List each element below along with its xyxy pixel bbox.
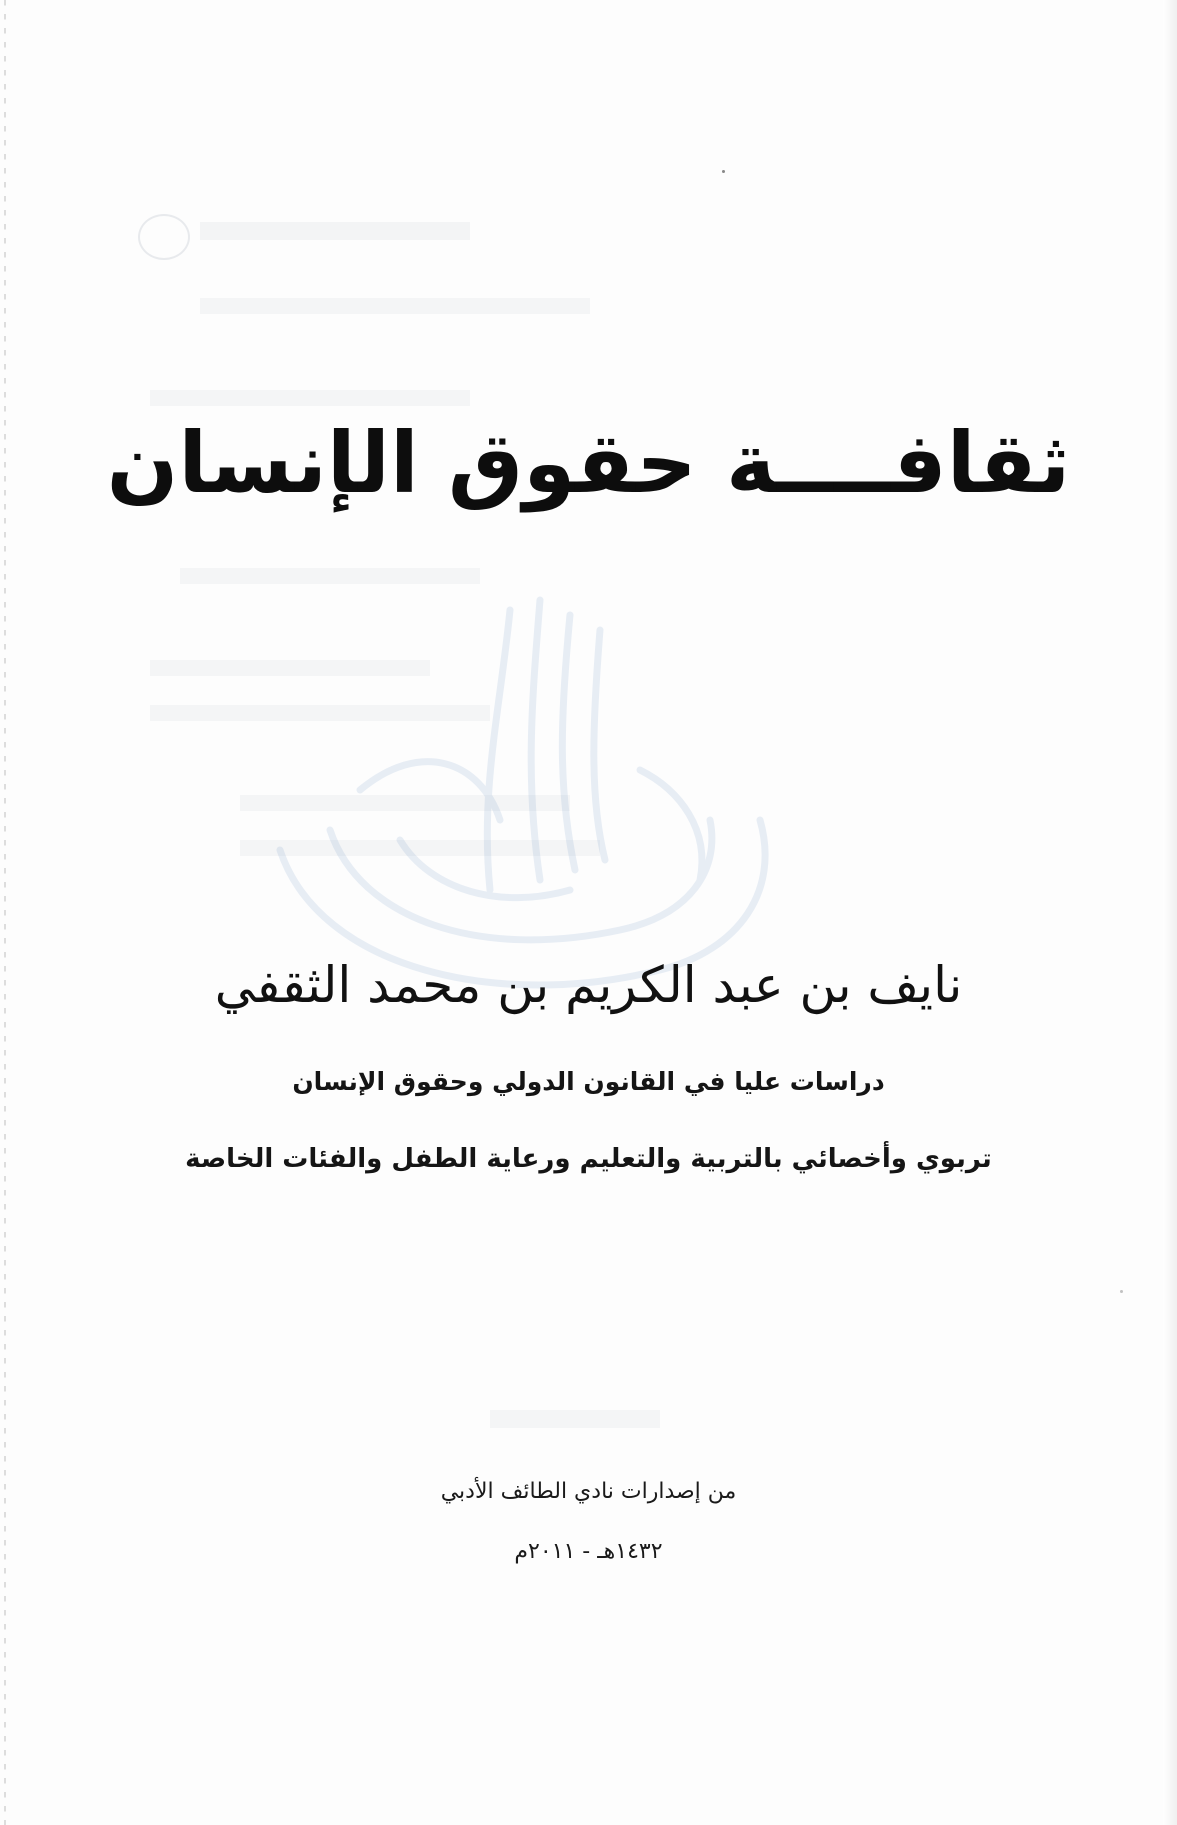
author-credential: دراسات عليا في القانون الدولي وحقوق الإنسان bbox=[292, 1067, 885, 1096]
author-credential: تربوي وأخصائي بالتربية والتعليم ورعاية الطفل والفئات الخاصة bbox=[185, 1144, 992, 1174]
publisher-line: من إصدارات نادي الطائف الأدبي bbox=[440, 1479, 737, 1504]
show-through-circle bbox=[138, 214, 190, 260]
paper-speck bbox=[722, 170, 725, 173]
show-through-line bbox=[490, 1410, 660, 1428]
show-through-line bbox=[200, 298, 590, 314]
book-title: ثقافــــة حقوق الإنسان bbox=[106, 414, 1071, 512]
show-through-line bbox=[150, 390, 470, 406]
publication-date: ١٤٣٢هـ - ٢٠١١م bbox=[514, 1539, 663, 1564]
author-name: نايف بن عبد الكريم بن محمد الثقفي bbox=[214, 956, 963, 1014]
show-through-line bbox=[180, 568, 480, 584]
paper-speck bbox=[1120, 1290, 1123, 1293]
show-through-line bbox=[200, 222, 470, 240]
